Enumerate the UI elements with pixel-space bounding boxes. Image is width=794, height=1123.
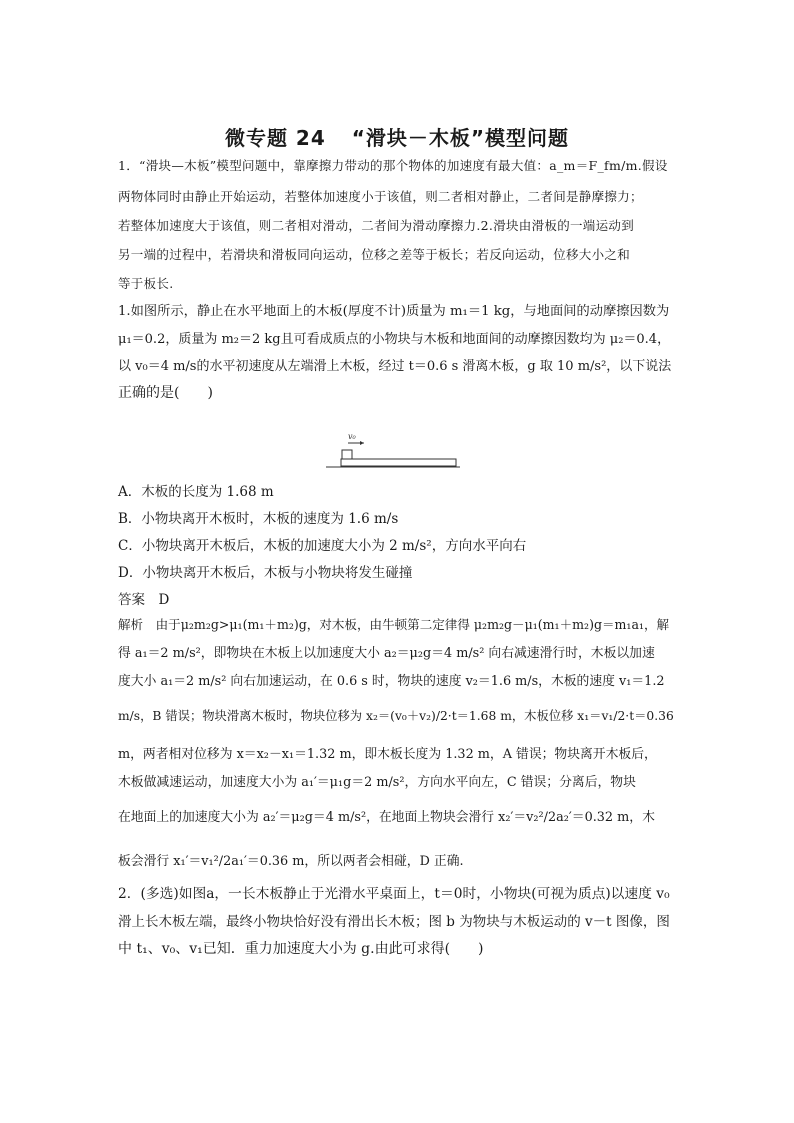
block-shape: [342, 450, 352, 459]
question-line: 中 t₁、v₀、v₁已知．重力加速度大小为 g.由此可求得( ): [118, 941, 484, 957]
question-line: 1.如图所示，静止在水平地面上的木板(厚度不计)质量为 m₁＝1 kg，与地面间的动摩擦因数为: [118, 304, 670, 319]
intro-line: 1．“滑块—木板”模型问题中，靠摩擦力带动的那个物体的加速度有最大值：a_m＝F_fm/m.假设: [118, 158, 668, 173]
solution-line: 度大小 a₁＝2 m/s² 向右加速运动，在 0.6 s 时，物块的速度 v₂＝1.6 m/s，木板的速度 v₁＝1.2: [118, 674, 665, 689]
title-topic-number: 微专题 24: [224, 126, 326, 150]
intro-line: 等于板长.: [118, 276, 174, 291]
title-topic-name: “滑块－木板”模型问题: [351, 126, 570, 150]
option-d: D．小物块离开木板后，木板与小物块将发生碰撞: [118, 565, 413, 581]
arrow-head-icon: [360, 441, 364, 445]
option-c: C．小物块离开木板后，木板的加速度大小为 2 m/s²，方向水平向右: [118, 538, 527, 554]
block-on-board-figure: [326, 428, 460, 468]
solution-line: m，两者相对位移为 x＝x₂－x₁＝1.32 m，即木板长度为 1.32 m，A 错误；物块离开木板后，: [118, 747, 657, 762]
answer-line: 答案 D: [118, 592, 170, 608]
intro-line: 两物体同时由静止开始运动，若整体加速度小于该值，则二者相对静止，二者间是静摩擦力；: [118, 189, 643, 204]
question-line: 正确的是( ): [118, 385, 213, 401]
question-line: 2．(多选)如图a，一长木板静止于光滑水平桌面上，t＝0时，小物块(可视为质点)以速度 v₀: [118, 886, 670, 902]
solution-line: 板会滑行 x₁′＝v₁²/2a₁′＝0.36 m，所以两者会相碰，D 正确.: [118, 854, 464, 869]
option-b: B．小物块离开木板时，木板的速度为 1.6 m/s: [118, 511, 399, 527]
board-shape: [341, 459, 456, 466]
intro-line: 另一端的过程中，若滑块和滑板同向运动，位移之差等于板长；若反向运动，位移大小之和: [118, 247, 631, 262]
question-line: μ₁＝0.2，质量为 m₂＝2 kg且可看成质点的小物块与木板和地面间的动摩擦因数均为 μ₂＝0.4，: [118, 332, 671, 347]
page-title: [0, 122, 794, 151]
solution-line: m/s，B 错误；物块滑离木板时，物块位移为 x₂＝(v₀＋v₂)/2·t＝1.68 m，木板位移 x₁＝v₁/2·t＝0.36: [118, 709, 674, 723]
solution-line: 得 a₁＝2 m/s²，即物块在木板上以加速度大小 a₂＝μ₂g＝4 m/s² 向右减速滑行时，木板以加速: [118, 646, 655, 661]
solution-line: 在地面上的加速度大小为 a₂′＝μ₂g＝4 m/s²，在地面上物块会滑行 x₂′＝v₂²/2a₂′＝0.32 m，木: [118, 810, 655, 825]
question-line: 滑上长木板左端，最终小物块恰好没有滑出长木板；图 b 为物块与木板运动的 v－t 图像，图: [118, 914, 670, 930]
intro-line: 若整体加速度大于该值，则二者相对滑动，二者间为滑动摩擦力.2.滑块由滑板的一端运动到: [118, 218, 635, 233]
velocity-label: v₀: [348, 432, 356, 441]
question-line: 以 v₀＝4 m/s的水平初速度从左端滑上木板，经过 t＝0.6 s 滑离木板，g 取 10 m/s²，以下说法: [118, 359, 672, 374]
option-a: A．木板的长度为 1.68 m: [118, 484, 274, 500]
solution-line: 解析 由于μ₂m₂g>μ₁(m₁＋m₂)g，对木板，由牛顿第二定律得 μ₂m₂g－μ₁(m₁＋m₂)g＝m₁a₁，解: [118, 617, 670, 632]
solution-line: 木板做减速运动，加速度大小为 a₁′＝μ₁g＝2 m/s²，方向水平向左，C 错误；分离后，物块: [118, 775, 636, 790]
